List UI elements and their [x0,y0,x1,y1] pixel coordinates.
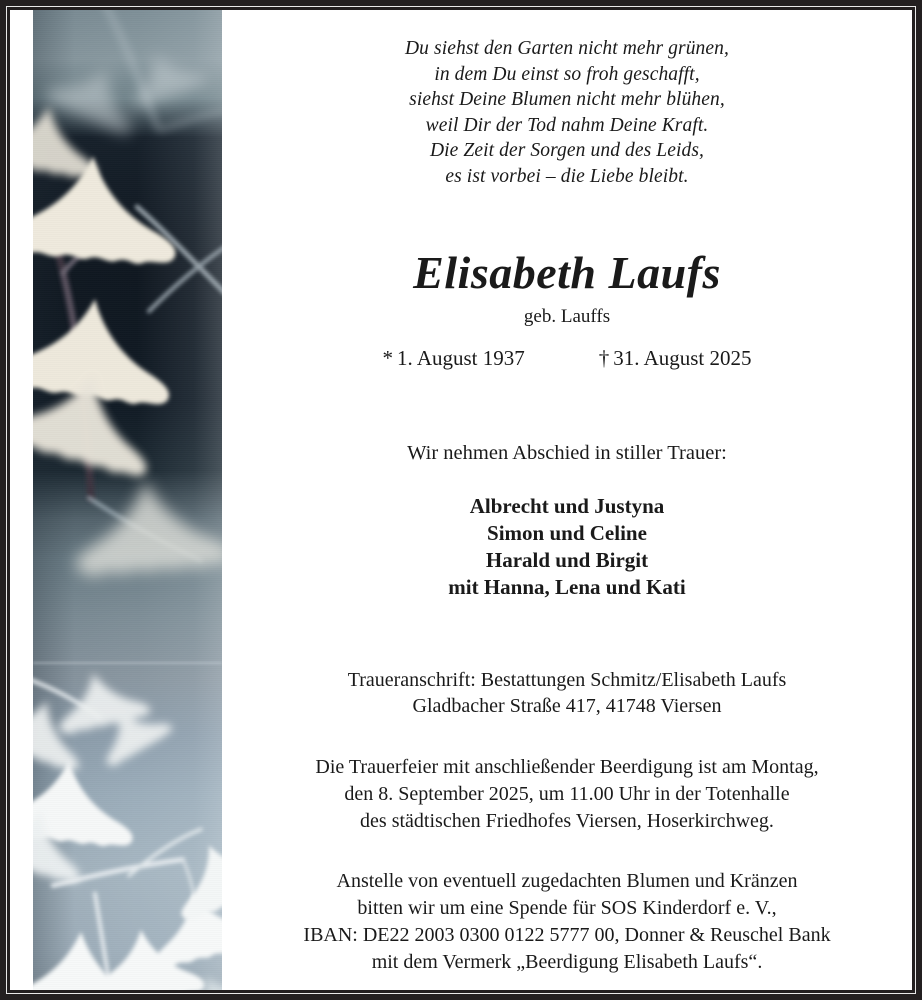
deceased-name: Elisabeth Laufs [413,246,721,298]
poem-line: Die Zeit der Sorgen und des Leids, [429,140,705,162]
death-date [599,346,752,371]
maiden-name: geb. Lauffs [523,306,611,328]
photo-grain-overlay [33,10,222,990]
donation-line: Anstelle von eventuell zugedachten Blumen und Kränzen [336,869,798,892]
mourners-list [244,493,890,601]
poem-line: Du siehst den Garten nicht mehr grünen, [405,38,729,59]
mourner-line: Albrecht und Justyna [469,493,665,518]
cross-dagger-icon: † [598,346,610,371]
mourning-address [244,667,890,720]
address-line: Traueranschrift: Bestattungen Schmitz/Elisabeth Laufs [347,668,787,691]
donation-reference-line: mit dem Vermerk „Beerdigung Elisabeth Laufs“. [371,950,763,973]
poem-line: weil Dir der Tod nahm Deine Kraft. [425,114,709,136]
poem-line: siehst Deine Blumen nicht mehr blühen, [409,89,725,111]
mourner-line: mit Hanna, Lena und Kati [448,574,686,599]
text-column [222,10,912,990]
ceremony-details [244,754,890,835]
photo-column [10,10,222,990]
birth-date [382,346,524,371]
ceremony-line: den 8. September 2025, um 11.00 Uhr in der Totenhalle [344,782,790,805]
ceremony-line: Die Trauerfeier mit anschließender Beerdigung ist am Montag, [315,755,819,778]
mourner-line: Simon und Celine [487,520,647,545]
ceremony-line: des städtischen Friedhofes Viersen, Hoserkirchweg. [360,809,774,832]
birth-date-value: 1. August 1937 [396,346,525,371]
ginkgo-photo [33,10,222,990]
donation-request [244,868,890,976]
donation-line: bitten wir um eine Spende für SOS Kinderdorf e. V., [357,896,777,919]
death-date-value: 31. August 2025 [613,346,752,371]
poem-line: in dem Du einst so froh geschafft, [434,63,700,85]
address-line: Gladbacher Straße 417, 41748 Viersen [412,695,722,718]
memorial-poem [244,36,890,190]
donation-iban-line: IBAN: DE22 2003 0300 0122 5777 00, Donner & Reuschel Bank [303,923,831,946]
mourning-intro: Wir nehmen Abschied in stiller Trauer: [407,442,727,465]
life-dates [244,346,890,371]
birth-symbol-icon: * [382,346,393,371]
poem-line: es ist vorbei – die Liebe bleibt. [445,165,689,187]
mourner-line: Harald und Birgit [485,547,649,572]
obituary-card [10,10,912,990]
frame-hairline [6,6,916,994]
